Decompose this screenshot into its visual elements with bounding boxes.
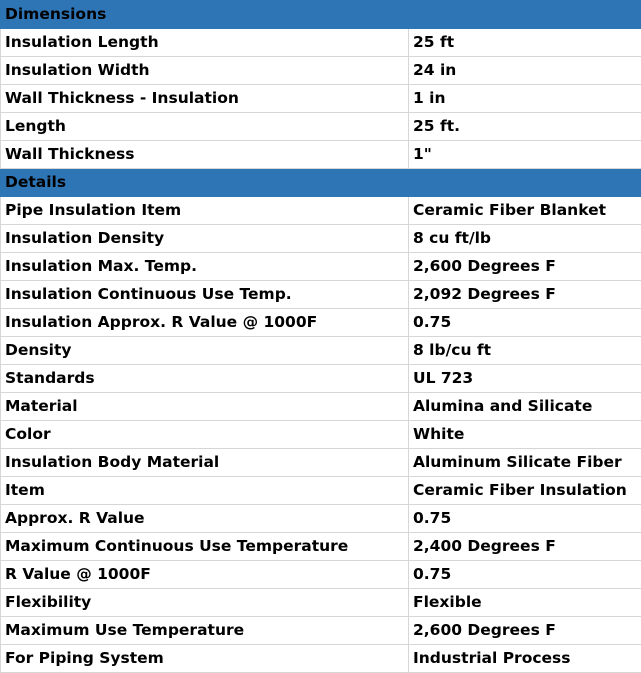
- spec-label: Material: [1, 393, 409, 421]
- spec-label: Insulation Density: [1, 225, 409, 253]
- spec-label: For Piping System: [1, 645, 409, 673]
- section-title: Dimensions: [1, 1, 641, 29]
- spec-value: 1 in: [409, 85, 641, 113]
- table-row: [1, 197, 641, 225]
- table-row: [1, 29, 641, 57]
- spec-label: Maximum Continuous Use Temperature: [1, 533, 409, 561]
- table-row: [1, 57, 641, 85]
- spec-label: Standards: [1, 365, 409, 393]
- spec-label: Flexibility: [1, 589, 409, 617]
- spec-label: Maximum Use Temperature: [1, 617, 409, 645]
- spec-label: Pipe Insulation Item: [1, 197, 409, 225]
- spec-label: Insulation Body Material: [1, 449, 409, 477]
- spec-value: 0.75: [409, 561, 641, 589]
- spec-value: 25 ft: [409, 29, 641, 57]
- spec-value: 2,400 Degrees F: [409, 533, 641, 561]
- spec-label: Wall Thickness: [1, 141, 409, 169]
- spec-value: Flexible: [409, 589, 641, 617]
- spec-value: 2,092 Degrees F: [409, 281, 641, 309]
- table-row: [1, 617, 641, 645]
- spec-value: Industrial Process: [409, 645, 641, 673]
- spec-value: 1": [409, 141, 641, 169]
- table-row: [1, 393, 641, 421]
- table-row: [1, 449, 641, 477]
- spec-label: Insulation Width: [1, 57, 409, 85]
- table-row: [1, 309, 641, 337]
- section-header-dimensions: [1, 1, 641, 29]
- table-row: [1, 253, 641, 281]
- spec-label: Color: [1, 421, 409, 449]
- spec-value: 25 ft.: [409, 113, 641, 141]
- spec-value: 8 cu ft/lb: [409, 225, 641, 253]
- spec-label: Insulation Length: [1, 29, 409, 57]
- spec-label: R Value @ 1000F: [1, 561, 409, 589]
- table-row: [1, 533, 641, 561]
- table-row: [1, 365, 641, 393]
- spec-label: Insulation Continuous Use Temp.: [1, 281, 409, 309]
- spec-value: 0.75: [409, 309, 641, 337]
- spec-value: 2,600 Degrees F: [409, 253, 641, 281]
- spec-value: 0.75: [409, 505, 641, 533]
- table-row: [1, 505, 641, 533]
- spec-value: Alumina and Silicate: [409, 393, 641, 421]
- spec-label: Length: [1, 113, 409, 141]
- table-row: [1, 225, 641, 253]
- table-row: [1, 645, 641, 673]
- section-title: Details: [1, 169, 641, 197]
- spec-value: White: [409, 421, 641, 449]
- spec-label: Wall Thickness - Insulation: [1, 85, 409, 113]
- table-row: [1, 85, 641, 113]
- spec-label: Item: [1, 477, 409, 505]
- spec-label: Approx. R Value: [1, 505, 409, 533]
- spec-value: 24 in: [409, 57, 641, 85]
- spec-value: Ceramic Fiber Blanket: [409, 197, 641, 225]
- spec-label: Density: [1, 337, 409, 365]
- spec-value: 8 lb/cu ft: [409, 337, 641, 365]
- table-row: [1, 337, 641, 365]
- spec-value: Aluminum Silicate Fiber: [409, 449, 641, 477]
- spec-label: Insulation Max. Temp.: [1, 253, 409, 281]
- spec-label: Insulation Approx. R Value @ 1000F: [1, 309, 409, 337]
- spec-value: Ceramic Fiber Insulation: [409, 477, 641, 505]
- table-row: [1, 421, 641, 449]
- table-row: [1, 113, 641, 141]
- table-row: [1, 477, 641, 505]
- table-row: [1, 561, 641, 589]
- table-row: [1, 281, 641, 309]
- spec-table-body: [1, 1, 641, 673]
- spec-value: 2,600 Degrees F: [409, 617, 641, 645]
- spec-value: UL 723: [409, 365, 641, 393]
- section-header-details: [1, 169, 641, 197]
- table-row: [1, 141, 641, 169]
- table-row: [1, 589, 641, 617]
